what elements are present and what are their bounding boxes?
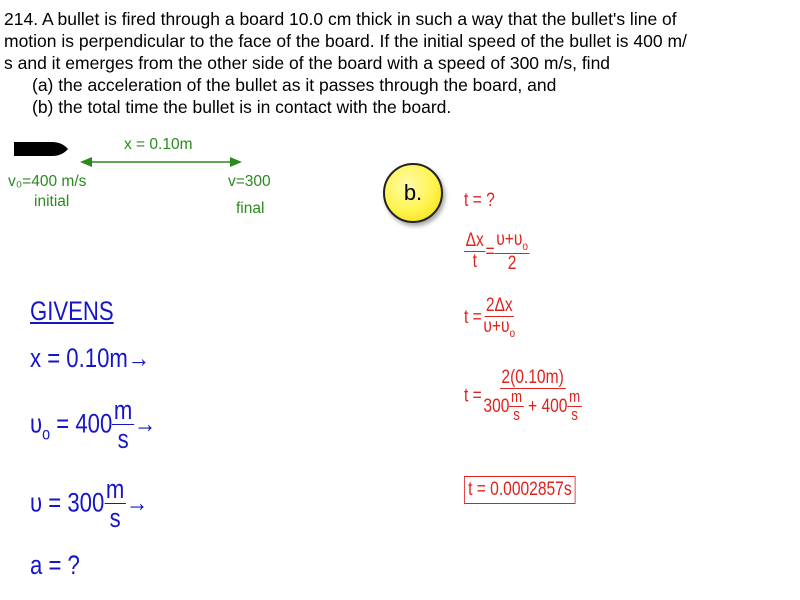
givens-a: a = ? <box>30 550 80 580</box>
part-b-badge <box>383 163 443 223</box>
givens-x: x = 0.10m→ <box>30 343 150 373</box>
givens-v: υ = 300 $\frac{m}{s}$ → <box>30 474 149 534</box>
problem-part-a: (a) the acceleration of the bullet as it passes through the board, and <box>32 75 557 95</box>
arrow-head-right <box>230 157 242 167</box>
arrow-head-left <box>80 157 92 167</box>
problem-line-2: motion is perpendicular to the face of the board. If the initial speed of the bullet is 400 m/ <box>4 31 687 51</box>
problem-statement <box>4 8 687 118</box>
givens-heading: GIVENS <box>30 296 114 326</box>
initial-velocity-label: v₀=400 m/s <box>8 173 87 190</box>
problem-line-3: s and it emerges from the other side of the board with a speed of 300 m/s, find <box>4 53 611 73</box>
givens-v0: $\upsilon_o = 400$ $\frac{m}{s}$ → <box>30 395 157 455</box>
distance-label: x = 0.10m <box>124 136 193 153</box>
solution-t-unknown: t = ? <box>464 190 495 211</box>
final-label: final <box>236 200 265 217</box>
problem-line-1: 214. A bullet is fired through a board 10.0 cm thick in such a way that the bullet's line of <box>4 9 677 29</box>
solution-eq1: $\frac{\Delta x}{t}$ = $\frac{\upsilon+\upsilon_o}{2}$ <box>465 229 529 274</box>
solution-eq3: t = 2(0.10m) 300 $\frac{m}{s}$ + 400 $\frac{m}{s}$ <box>464 367 581 424</box>
final-velocity-label: v=300 <box>228 173 271 190</box>
solution-eq2: t = $\frac{2\Delta x}{\upsilon+\upsilon_o}$ <box>464 295 516 340</box>
problem-part-b: (b) the total time the bullet is in contact with the board. <box>32 97 452 117</box>
solution-answer: t = 0.0002857s <box>464 476 576 504</box>
badge-label: b. <box>403 180 423 205</box>
initial-label: initial <box>34 193 70 210</box>
bullet-icon <box>14 142 68 156</box>
